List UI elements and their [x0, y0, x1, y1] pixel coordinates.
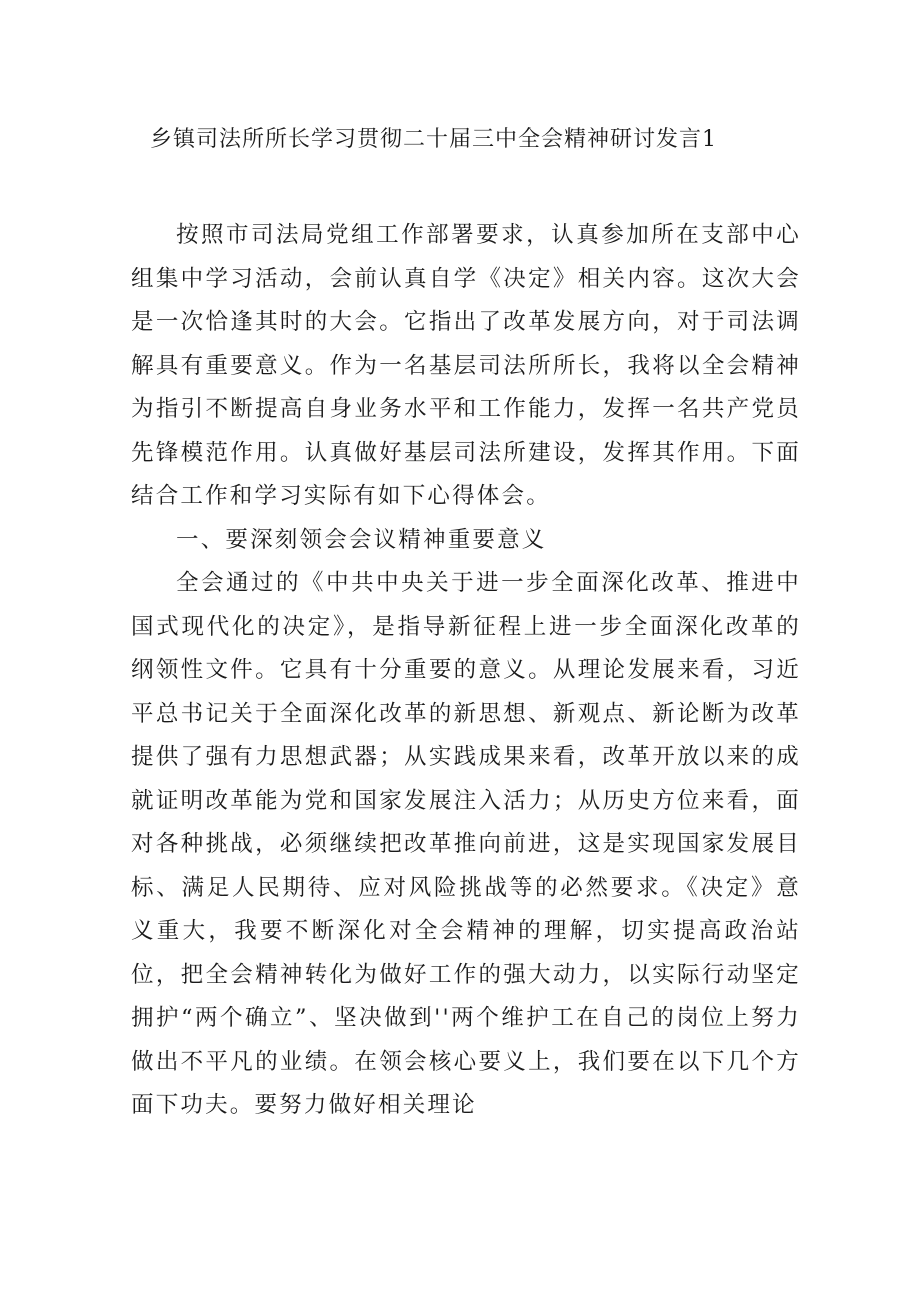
- document-body: [131, 214, 801, 1128]
- section-heading-1: 一、要深刻领会会议精神重要意义: [176, 526, 547, 553]
- intro-paragraph: 按照市司法局党组工作部署要求，认真参加所在支部中心组集中学习活动，会前认真自学《决定》相关内容。这次大会是一次恰逢其时的大会。它指出了改革发展方向，对于司法调解具有重要意义。作为一名基层司法所所长，我将以全会精神为指引不断提高自身业务水平和工作能力，发挥一名共产党员先锋模范作用。认真做好基层司法所建设，发挥其作用。下面结合工作和学习实际有如下心得体会。: [131, 222, 801, 509]
- section-1-paragraph: 全会通过的《中共中央关于进一步全面深化改革、推进中国式现代化的决定》，是指导新征程上进一步全面深化改革的纲领性文件。它具有十分重要的意义。从理论发展来看，习近平总书记关于全面深化改革的新思想、新观点、新论断为改革提供了强有力思想武器；从实践成果来看，改革开放以来的成就证明改革能为党和国家发展注入活力；从历史方位来看，面对各种挑战，必须继续把改革推向前进，这是实现国家发展目标、满足人民期待、应对风险挑战等的必然要求。《决定》意义重大，我要不断深化对全会精神的理解，切实提高政治站位，把全会精神转化为做好工作的强大动力，以实际行动坚定拥护“两个确立”、坚决做到''两个维护工在自己的岗位上努力做出不平凡的业绩。在领会核心要义上，我们要在以下几个方面下功夫。要努力做好相关理论: [131, 570, 801, 1118]
- document-title: 乡镇司法所所长学习贯彻二十届三中全会精神研讨发言1: [150, 127, 717, 152]
